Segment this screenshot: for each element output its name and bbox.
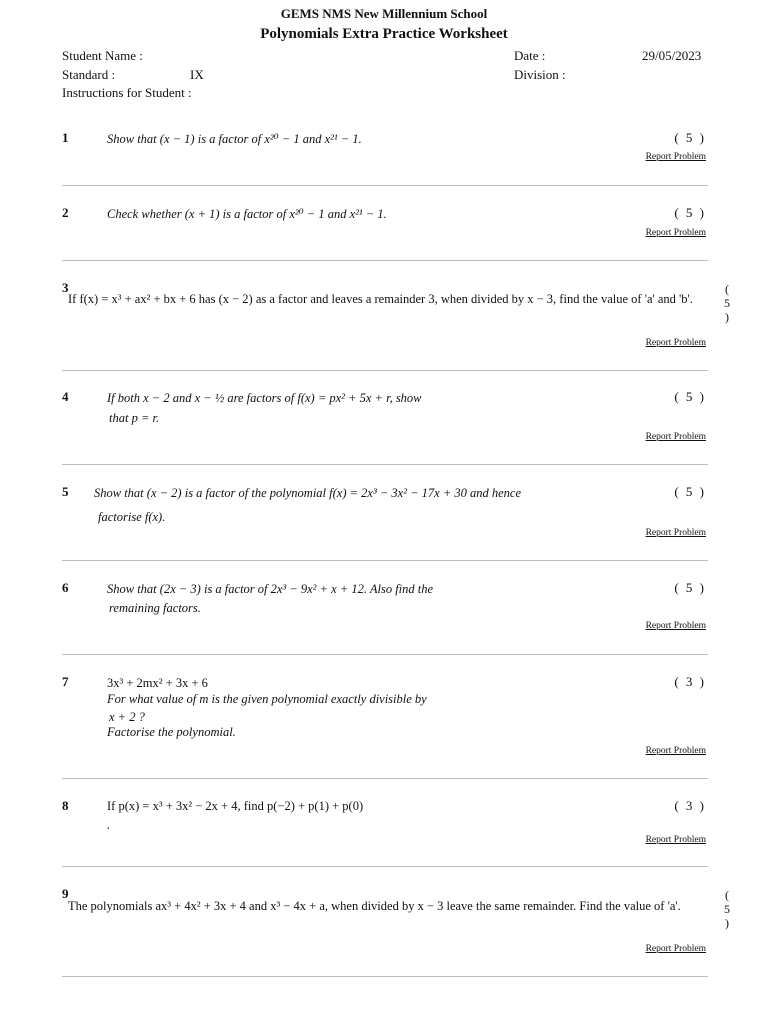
question-number: 5: [62, 484, 69, 499]
question-text-line: that p = r.: [109, 411, 160, 425]
question-number: 9: [62, 886, 69, 901]
divider: [62, 976, 708, 977]
division-label: Division :: [514, 67, 566, 82]
report-problem-link[interactable]: Report Problem: [645, 944, 706, 954]
question-number: 3: [62, 280, 69, 295]
question-number: 2: [62, 205, 69, 220]
question-number: 8: [62, 798, 69, 813]
report-problem-link[interactable]: Report Problem: [645, 746, 706, 756]
date-label: Date :: [514, 48, 546, 63]
question-text-line: Show that (x − 2) is a factor of the polynomial f(x) = 2x³ − 3x² − 17x + 30 and hence: [94, 486, 522, 500]
question-marks: ( 5 ): [674, 484, 706, 499]
date-value: 29/05/2023: [642, 48, 702, 63]
divider: [62, 654, 708, 655]
question-text-line: remaining factors.: [109, 601, 201, 615]
question-text-line: If both x − 2 and x − ½ are factors of f(x) = px² + 5x + r, show: [107, 391, 422, 405]
question-number: 4: [62, 389, 69, 404]
question-text: Check whether (x + 1) is a factor of x²⁰ − 1 and x²¹ − 1.: [107, 207, 387, 221]
question-text-line: x + 2 ?: [109, 710, 145, 724]
report-problem-link[interactable]: Report Problem: [645, 621, 706, 631]
question-number: 6: [62, 580, 69, 595]
divider: [62, 260, 708, 261]
school-name: GEMS NMS New Millennium School: [280, 6, 488, 21]
report-problem-link[interactable]: Report Problem: [645, 835, 706, 845]
question-marks: ( 3 ): [674, 798, 706, 813]
question-marks: ( 5 ): [674, 580, 706, 595]
report-problem-link[interactable]: Report Problem: [645, 432, 706, 442]
question-number: 7: [62, 674, 69, 689]
divider: [62, 370, 708, 371]
question-marks: ( 5 ): [674, 389, 706, 404]
report-problem-link[interactable]: Report Problem: [645, 228, 706, 238]
question-marks: ( 5 ): [724, 282, 730, 324]
question-marks: ( 5 ): [724, 888, 730, 930]
report-problem-link[interactable]: Report Problem: [645, 338, 706, 348]
question-marks: ( 5 ): [674, 205, 706, 220]
report-problem-link[interactable]: Report Problem: [645, 528, 706, 538]
worksheet-title: Polynomials Extra Practice Worksheet: [260, 26, 508, 42]
question-text: If f(x) = x³ + ax² + bx + 6 has (x − 2) as a factor and leaves a remainder 3, when divided by x − 3, find the value of 'a' and 'b'.: [68, 292, 693, 306]
question-marks: ( 3 ): [674, 674, 706, 689]
question-text-line: Factorise the polynomial.: [107, 725, 236, 739]
divider: [62, 778, 708, 779]
question-text-line: factorise f(x).: [98, 510, 166, 524]
divider: [62, 560, 708, 561]
standard-label: Standard :: [62, 67, 116, 82]
divider: [62, 464, 708, 465]
report-problem-link[interactable]: Report Problem: [645, 152, 706, 162]
question-text-line: Show that (2x − 3) is a factor of 2x³ − 9x² + x + 12. Also find the: [107, 582, 434, 596]
standard-value: IX: [190, 67, 204, 82]
divider: [62, 866, 708, 867]
question-text: Show that (x − 1) is a factor of x²⁰ − 1 and x²¹ − 1.: [107, 132, 362, 146]
question-text: The polynomials ax³ + 4x² + 3x + 4 and x³ − 4x + a, when divided by x − 3 leave the same remainder. Find the value of 'a'.: [68, 899, 681, 913]
student-name-label: Student Name :: [62, 48, 143, 63]
question-marks: ( 5 ): [674, 130, 706, 145]
question-text-line: If p(x) = x³ + 3x² − 2x + 4, find p(−2) + p(1) + p(0): [107, 799, 364, 813]
question-text-line: For what value of m is the given polynomial exactly divisible by: [107, 692, 427, 706]
question-number: 1: [62, 130, 69, 145]
question-text-line: .: [107, 818, 111, 832]
polynomial-expression: 3x³ + 2mx² + 3x + 6: [107, 676, 208, 690]
divider: [62, 185, 708, 186]
instructions-label: Instructions for Student :: [62, 85, 192, 100]
